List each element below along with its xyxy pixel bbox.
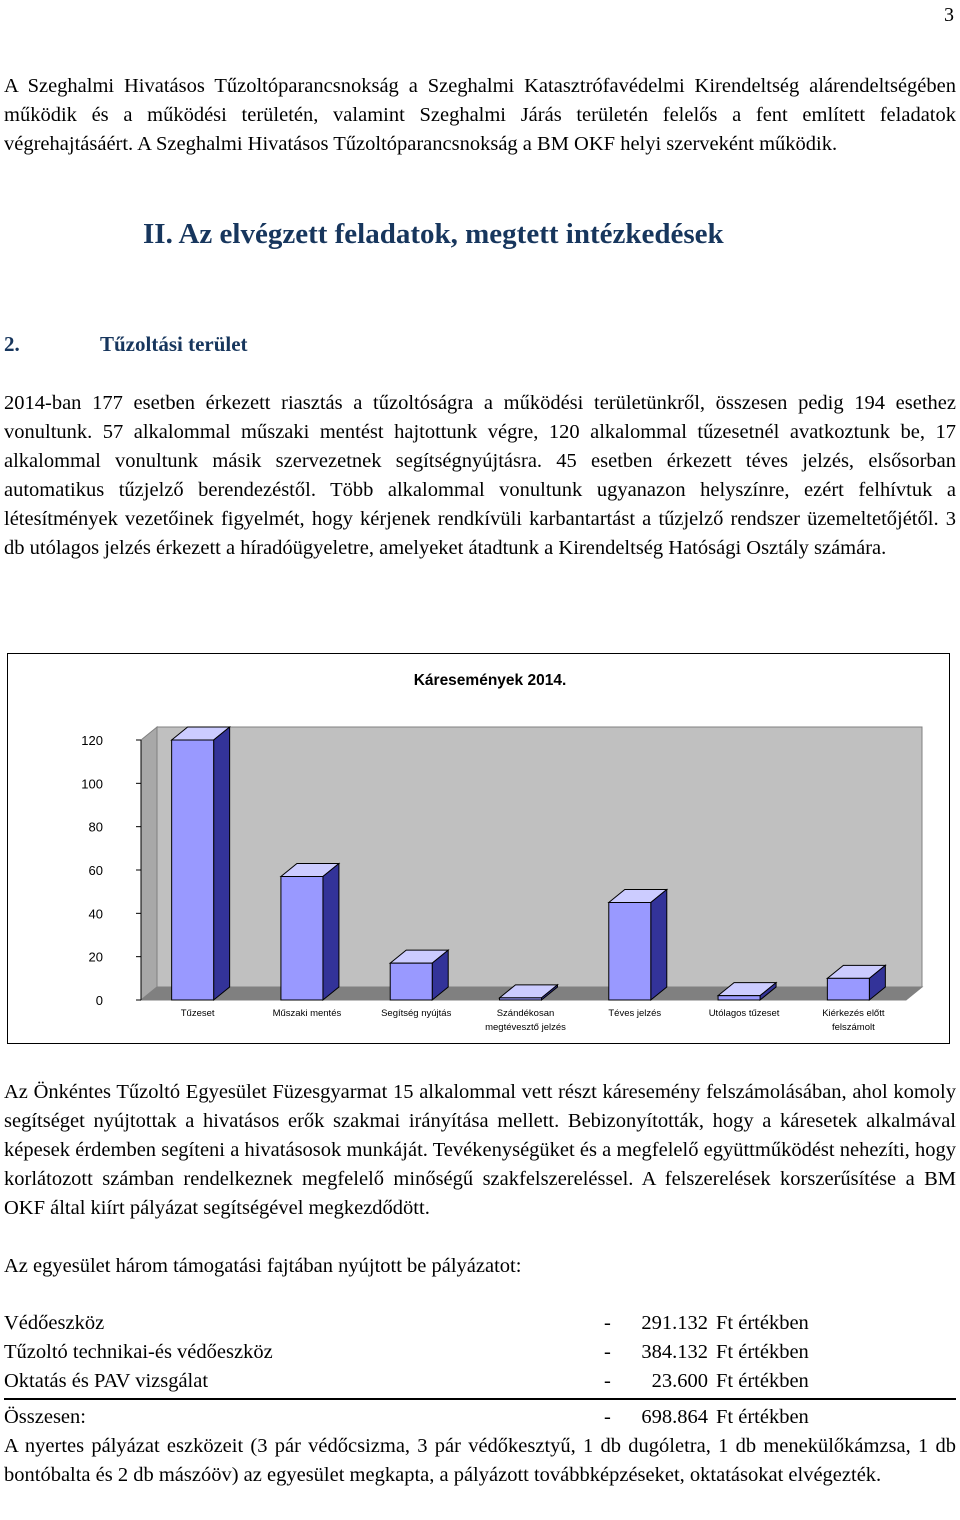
paragraph-after-chart: Az Önkéntes Tűzoltó Egyesület Füzesgyarmat 15 alkalommal vett részt káresemény felszámolásában, ahol komoly segítséget nyújtottak a hivatásos erők szakmai irányítása mellett. Bebizonyították, hogy a káresetek alkalmával képesek érdemben segíteni a hivatásosok munkáját. Tevékenységüket és a megfelelő együttműködést nehezíti, hogy korlátozott számban rendelkeznek megfelelő minőségű szakfelszereléssel. A felszerelések korszerűsítése a BM OKF által kiírt pályázat segítségével megkezdődött. [4,1081,956,1219]
bar [718,996,760,1000]
subsection-heading [4,332,248,357]
y-tick-label: 60 [88,863,103,878]
intro-paragraph: A Szeghalmi Hivatásos Tűzoltóparancsnokság a Szeghalmi Katasztrófavédelmi Kirendeltség alárendeltségében működik és a működési területén, valamint Szeghalmi Járás területén felelős a fent említett feladatok végrehajtásáért. A Szeghalmi Hivatásos Tűzoltóparancsnokság a BM OKF helyi szerveként működik. [4,75,956,155]
grant-total-unit: Ft értékben [716,1406,809,1428]
bar [827,978,869,1000]
grant-dash: - [604,1341,611,1363]
bar [172,740,214,1000]
total-rule [4,1398,956,1400]
bar-chart [8,654,949,1043]
chart-back-wall [157,727,922,987]
x-category-label: Téves jelzés [608,1008,662,1019]
bar [281,877,323,1001]
chart-title: Káresemények 2014. [413,672,567,689]
grants-table [4,1309,956,1428]
chart-container [7,653,950,1044]
grant-label: Oktatás és PAV vizsgálat [4,1370,209,1392]
chart-side-wall [141,727,157,1000]
y-tick-label: 0 [95,993,103,1008]
grant-amount: 384.132 [641,1341,708,1363]
grant-total-amount: 698.864 [641,1406,708,1428]
grant-label: Tűzoltó technikai-és védőeszköz [4,1341,273,1363]
bar-side [323,864,339,1001]
x-category-label: Szándékosan [496,1008,555,1019]
grant-total-dash: - [604,1406,611,1428]
y-tick-label: 100 [81,776,103,792]
x-category-label: Kiérkezés előtt [822,1008,885,1019]
grant-row [4,1309,956,1338]
subsection-number: 2. [4,332,20,356]
x-category-label: Segítség nyújtás [381,1008,452,1019]
x-category-label: Tűzeset [180,1008,215,1019]
x-category-label: felszámolt [831,1022,875,1033]
y-tick-label: 20 [88,949,103,965]
grant-unit: Ft értékben [716,1370,809,1392]
bar [390,963,432,1000]
page-number: 3 [944,4,954,26]
x-category-label: Műszaki mentés [272,1008,342,1019]
grant-total-label: Összesen: [4,1406,86,1428]
grants-intro: Az egyesület három támogatási fajtában nyújtott be pályázatot: [4,1255,522,1277]
grant-unit: Ft értékben [716,1312,809,1334]
closing-paragraph: A nyertes pályázat eszközeit (3 pár védőcsizma, 3 pár védőkesztyű, 1 db dugóletra, 1 db menekülőkámzsa, 1 db bontóbalta és 2 db mászóöv) az egyesület megkapta, a pályázott továbbképzéseket, oktatásokat elvégezték. [4,1435,956,1486]
subsection-title: Tűzoltási terület [100,332,248,356]
x-category-label: megtévesztő jelzés [485,1022,566,1033]
grant-amount: 291.132 [641,1312,708,1334]
grant-total-row [4,1403,956,1432]
grant-amount: 23.600 [651,1370,708,1392]
grant-label: Védőeszköz [4,1312,105,1334]
bar [500,998,542,1000]
grant-row [4,1338,956,1367]
bar [609,903,651,1001]
y-tick-label: 80 [88,819,103,835]
x-category-label: Utólagos tűzeset [708,1008,780,1019]
grant-row [4,1367,956,1396]
grant-dash: - [604,1370,611,1392]
section-heading: II. Az elvégzett feladatok, megtett intézkedések [143,218,724,250]
bar-side [214,727,230,1000]
grant-dash: - [604,1312,611,1334]
grant-unit: Ft értékben [716,1341,809,1363]
bar-side [651,890,667,1001]
body-paragraph: 2014-ban 177 esetben érkezett riasztás a tűzoltóságra a működési területünkről, összesen pedig 194 esethez vonultunk. 57 alkalommal műszaki mentést hajtottunk végre, 120 alkalommal tűzesetnél avatkoztunk be, 17 alkalommal vonultunk másik szervezetnek segítségnyújtásra. 45 esetben érkezett téves jelzés, elsősorban automatikus tűzjelző berendezéstől. Több alkalommal vonultunk ugyanazon helyszínre, ezért felhívtuk a létesítmények vezetőinek figyelmét, hogy kérjenek rendkívüli karbantartást a tűzjelző rendszer üzemeltetőjétől. 3 db utólagos jelzés érkezett a híradóügyeletre, amelyeket átadtunk a Kirendeltség Hatósági Osztály számára. [4,392,956,559]
y-tick-label: 40 [88,906,103,922]
y-tick-label: 120 [81,733,103,748]
